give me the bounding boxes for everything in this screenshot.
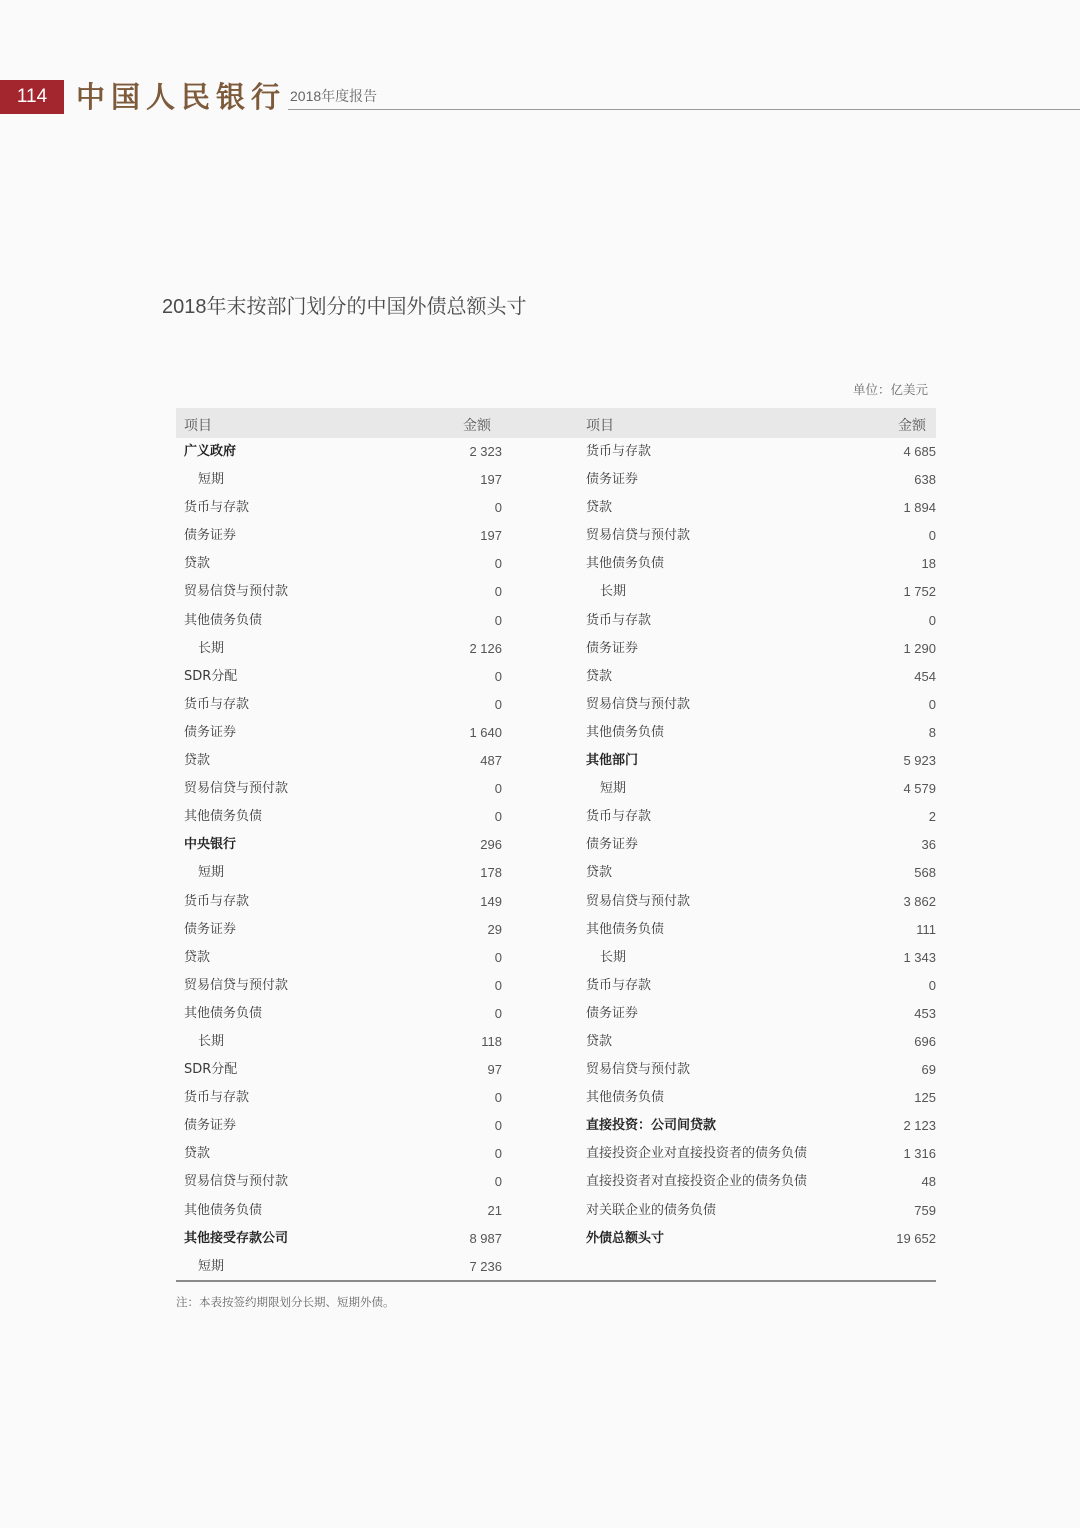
table-row bbox=[176, 578, 502, 606]
row-label: 贷款 bbox=[184, 949, 211, 965]
left-column bbox=[176, 438, 502, 1281]
row-label: 长期 bbox=[198, 1033, 225, 1049]
table-row bbox=[578, 1000, 936, 1028]
table-row bbox=[578, 550, 936, 578]
table-row bbox=[578, 578, 936, 606]
row-label: 其他债务负债 bbox=[586, 1090, 665, 1106]
row-amount: 8 987 bbox=[469, 1230, 502, 1246]
row-label: 贸易信贷与预付款 bbox=[586, 1062, 691, 1078]
table-row bbox=[578, 859, 936, 887]
row-label: 其他债务负债 bbox=[586, 724, 665, 740]
report-name: 2018年度报告 bbox=[290, 88, 378, 104]
table-row bbox=[578, 803, 936, 831]
row-label: 其他债务负债 bbox=[586, 556, 665, 572]
row-label: 货币与存款 bbox=[586, 612, 652, 628]
row-amount: 4 579 bbox=[903, 781, 936, 797]
bank-logo-text: 中国人民银行 bbox=[76, 80, 287, 114]
row-amount: 0 bbox=[494, 809, 502, 825]
row-amount: 4 685 bbox=[903, 444, 936, 459]
row-amount: 29 bbox=[487, 921, 502, 937]
row-amount: 2 123 bbox=[903, 1118, 936, 1134]
table-row bbox=[176, 1000, 502, 1028]
table-row bbox=[578, 1225, 936, 1253]
row-label: 债务证券 bbox=[586, 1005, 639, 1021]
row-label: 债务证券 bbox=[184, 921, 237, 937]
row-amount: 0 bbox=[494, 781, 502, 797]
row-label: 其他债务负债 bbox=[184, 1202, 263, 1218]
row-amount: 197 bbox=[480, 472, 502, 488]
row-label: 长期 bbox=[600, 584, 627, 600]
row-amount: 0 bbox=[494, 1174, 502, 1190]
row-amount: 1 290 bbox=[903, 640, 936, 656]
row-amount: 0 bbox=[928, 977, 936, 993]
table-row bbox=[176, 916, 502, 944]
table-row bbox=[578, 1168, 936, 1196]
row-label: 贸易信贷与预付款 bbox=[184, 781, 289, 797]
table-row bbox=[176, 635, 502, 663]
row-amount: 0 bbox=[494, 1090, 502, 1106]
row-amount: 296 bbox=[480, 837, 502, 853]
table-row bbox=[176, 494, 502, 522]
row-label: 货币与存款 bbox=[184, 893, 250, 909]
table-title: 2018年末按部门划分的中国外债总额头寸 bbox=[162, 296, 527, 318]
table-row bbox=[578, 1140, 936, 1168]
header-divider bbox=[288, 109, 1080, 110]
table-row bbox=[578, 1197, 936, 1225]
row-label: 短期 bbox=[198, 865, 225, 881]
row-label: 对关联企业的债务负债 bbox=[586, 1202, 717, 1218]
row-amount: 568 bbox=[914, 865, 936, 881]
row-amount: 7 236 bbox=[469, 1258, 502, 1274]
row-amount: 69 bbox=[921, 1062, 936, 1078]
row-amount: 0 bbox=[494, 977, 502, 993]
table-header-row bbox=[176, 408, 936, 438]
row-label: 中央银行 bbox=[184, 837, 237, 853]
row-label: 贸易信贷与预付款 bbox=[184, 584, 289, 600]
row-label: 货币与存款 bbox=[184, 1090, 250, 1106]
row-label: 其他债务负债 bbox=[184, 1005, 263, 1021]
table-row bbox=[176, 775, 502, 803]
unit-label: 单位：亿美元 bbox=[852, 382, 928, 397]
row-label: SDR分配 bbox=[184, 1062, 238, 1078]
table-row bbox=[176, 803, 502, 831]
row-amount: 1 316 bbox=[903, 1146, 936, 1162]
header-item-right: 项目 bbox=[586, 418, 614, 434]
row-label: 货币与存款 bbox=[184, 696, 250, 712]
row-label: 广义政府 bbox=[184, 444, 237, 459]
table-row bbox=[176, 1253, 502, 1281]
row-amount: 5 923 bbox=[903, 753, 936, 769]
table-row bbox=[578, 1112, 936, 1140]
right-column bbox=[578, 438, 936, 1253]
row-amount: 1 640 bbox=[469, 724, 502, 740]
row-amount: 1 343 bbox=[903, 949, 936, 965]
row-amount: 1 894 bbox=[903, 500, 936, 516]
row-amount: 19 652 bbox=[896, 1230, 936, 1246]
header-item-left: 项目 bbox=[184, 418, 212, 434]
row-label: 货币与存款 bbox=[586, 444, 652, 459]
table-row bbox=[176, 1112, 502, 1140]
row-label: 债务证券 bbox=[184, 724, 237, 740]
table-row bbox=[578, 522, 936, 550]
table-row bbox=[176, 1168, 502, 1196]
row-label: SDR分配 bbox=[184, 668, 238, 684]
debt-table bbox=[176, 408, 936, 1281]
header-amount-left: 金额 bbox=[463, 418, 491, 434]
row-label: 短期 bbox=[198, 472, 225, 488]
table-row bbox=[578, 888, 936, 916]
row-amount: 8 bbox=[928, 724, 936, 740]
table-row bbox=[176, 888, 502, 916]
table-row bbox=[578, 494, 936, 522]
row-amount: 0 bbox=[928, 696, 936, 712]
row-label: 贷款 bbox=[586, 865, 613, 881]
table-bottom-rule bbox=[176, 1280, 936, 1282]
header-amount-right: 金额 bbox=[898, 418, 926, 434]
row-amount: 0 bbox=[494, 584, 502, 600]
row-label: 贷款 bbox=[184, 556, 211, 572]
row-amount: 2 126 bbox=[469, 640, 502, 656]
row-label: 短期 bbox=[600, 781, 627, 797]
table-row bbox=[176, 747, 502, 775]
row-label: 贸易信贷与预付款 bbox=[586, 696, 691, 712]
row-label: 贷款 bbox=[586, 1033, 613, 1049]
table-row bbox=[578, 916, 936, 944]
row-label: 贷款 bbox=[586, 500, 613, 516]
table-row bbox=[176, 944, 502, 972]
row-amount: 0 bbox=[494, 556, 502, 572]
table-row bbox=[578, 775, 936, 803]
row-label: 贸易信贷与预付款 bbox=[586, 528, 691, 544]
row-amount: 36 bbox=[921, 837, 936, 853]
row-amount: 453 bbox=[914, 1005, 936, 1021]
row-amount: 2 323 bbox=[469, 444, 502, 459]
table-row bbox=[578, 719, 936, 747]
table-row bbox=[176, 1056, 502, 1084]
row-label: 债务证券 bbox=[586, 640, 639, 656]
row-label: 贷款 bbox=[184, 753, 211, 769]
row-amount: 125 bbox=[914, 1090, 936, 1106]
table-row bbox=[176, 859, 502, 887]
row-label: 其他部门 bbox=[586, 753, 639, 769]
table-row bbox=[578, 438, 936, 466]
table-note: 注：本表按签约期限划分长期、短期外债。 bbox=[176, 1295, 395, 1309]
row-amount: 487 bbox=[480, 753, 502, 769]
row-label: 直接投资企业对直接投资者的债务负债 bbox=[586, 1146, 808, 1162]
row-amount: 0 bbox=[494, 696, 502, 712]
row-label: 贷款 bbox=[184, 1146, 211, 1162]
table-row bbox=[176, 663, 502, 691]
row-label: 贸易信贷与预付款 bbox=[586, 893, 691, 909]
row-amount: 2 bbox=[928, 809, 936, 825]
row-amount: 638 bbox=[914, 472, 936, 488]
row-amount: 149 bbox=[480, 893, 502, 909]
table-row bbox=[176, 466, 502, 494]
row-label: 其他债务负债 bbox=[586, 921, 665, 937]
row-label: 贸易信贷与预付款 bbox=[184, 977, 289, 993]
page-number: 114 bbox=[0, 80, 64, 114]
row-amount: 111 bbox=[916, 921, 936, 937]
row-label: 债务证券 bbox=[184, 528, 237, 544]
row-label: 债务证券 bbox=[586, 472, 639, 488]
row-label: 贷款 bbox=[586, 668, 613, 684]
row-amount: 118 bbox=[481, 1033, 502, 1049]
row-label: 贸易信贷与预付款 bbox=[184, 1174, 289, 1190]
row-label: 债务证券 bbox=[184, 1118, 237, 1134]
row-amount: 0 bbox=[494, 500, 502, 516]
table-row bbox=[176, 1197, 502, 1225]
table-row bbox=[176, 972, 502, 1000]
row-amount: 97 bbox=[487, 1062, 502, 1078]
table-row bbox=[176, 831, 502, 859]
row-amount: 0 bbox=[494, 1146, 502, 1162]
row-label: 外债总额头寸 bbox=[586, 1230, 665, 1246]
row-amount: 0 bbox=[928, 612, 936, 628]
row-amount: 3 862 bbox=[903, 893, 936, 909]
table-row bbox=[176, 1140, 502, 1168]
row-amount: 0 bbox=[494, 949, 502, 965]
table-row bbox=[176, 607, 502, 635]
table-row bbox=[578, 607, 936, 635]
row-label: 货币与存款 bbox=[586, 809, 652, 825]
table-row bbox=[578, 944, 936, 972]
table-row bbox=[176, 522, 502, 550]
row-label: 长期 bbox=[600, 949, 627, 965]
row-amount: 197 bbox=[480, 528, 502, 544]
row-amount: 0 bbox=[494, 1118, 502, 1134]
row-label: 债务证券 bbox=[586, 837, 639, 853]
row-label: 其他接受存款公司 bbox=[184, 1230, 289, 1246]
table-row bbox=[176, 438, 502, 466]
row-amount: 21 bbox=[487, 1202, 502, 1218]
table-row bbox=[578, 831, 936, 859]
table-row bbox=[176, 1225, 502, 1253]
table-row bbox=[578, 1028, 936, 1056]
row-label: 长期 bbox=[198, 640, 225, 656]
row-label: 直接投资：公司间贷款 bbox=[586, 1118, 717, 1134]
table-row bbox=[578, 466, 936, 494]
table-row bbox=[578, 1056, 936, 1084]
row-amount: 0 bbox=[494, 1005, 502, 1021]
table-row bbox=[578, 747, 936, 775]
row-amount: 0 bbox=[928, 528, 936, 544]
row-label: 其他债务负债 bbox=[184, 809, 263, 825]
table-row bbox=[578, 972, 936, 1000]
table-row bbox=[176, 691, 502, 719]
row-label: 直接投资者对直接投资企业的债务负债 bbox=[586, 1174, 808, 1190]
table-row bbox=[176, 1028, 502, 1056]
row-amount: 759 bbox=[914, 1202, 936, 1218]
row-amount: 0 bbox=[494, 612, 502, 628]
row-amount: 18 bbox=[921, 556, 936, 572]
row-label: 短期 bbox=[198, 1258, 225, 1274]
row-amount: 454 bbox=[914, 668, 936, 684]
table-row bbox=[176, 1084, 502, 1112]
table-row bbox=[176, 550, 502, 578]
row-amount: 178 bbox=[480, 865, 502, 881]
table-row bbox=[176, 719, 502, 747]
table-row bbox=[578, 635, 936, 663]
row-amount: 0 bbox=[494, 668, 502, 684]
row-amount: 1 752 bbox=[903, 584, 936, 600]
row-amount: 48 bbox=[921, 1174, 936, 1190]
table-row bbox=[578, 691, 936, 719]
row-label: 货币与存款 bbox=[184, 500, 250, 516]
row-label: 货币与存款 bbox=[586, 977, 652, 993]
table-row bbox=[578, 1084, 936, 1112]
page-header bbox=[0, 80, 1080, 114]
table-row bbox=[578, 663, 936, 691]
row-amount: 696 bbox=[914, 1033, 936, 1049]
row-label: 其他债务负债 bbox=[184, 612, 263, 628]
